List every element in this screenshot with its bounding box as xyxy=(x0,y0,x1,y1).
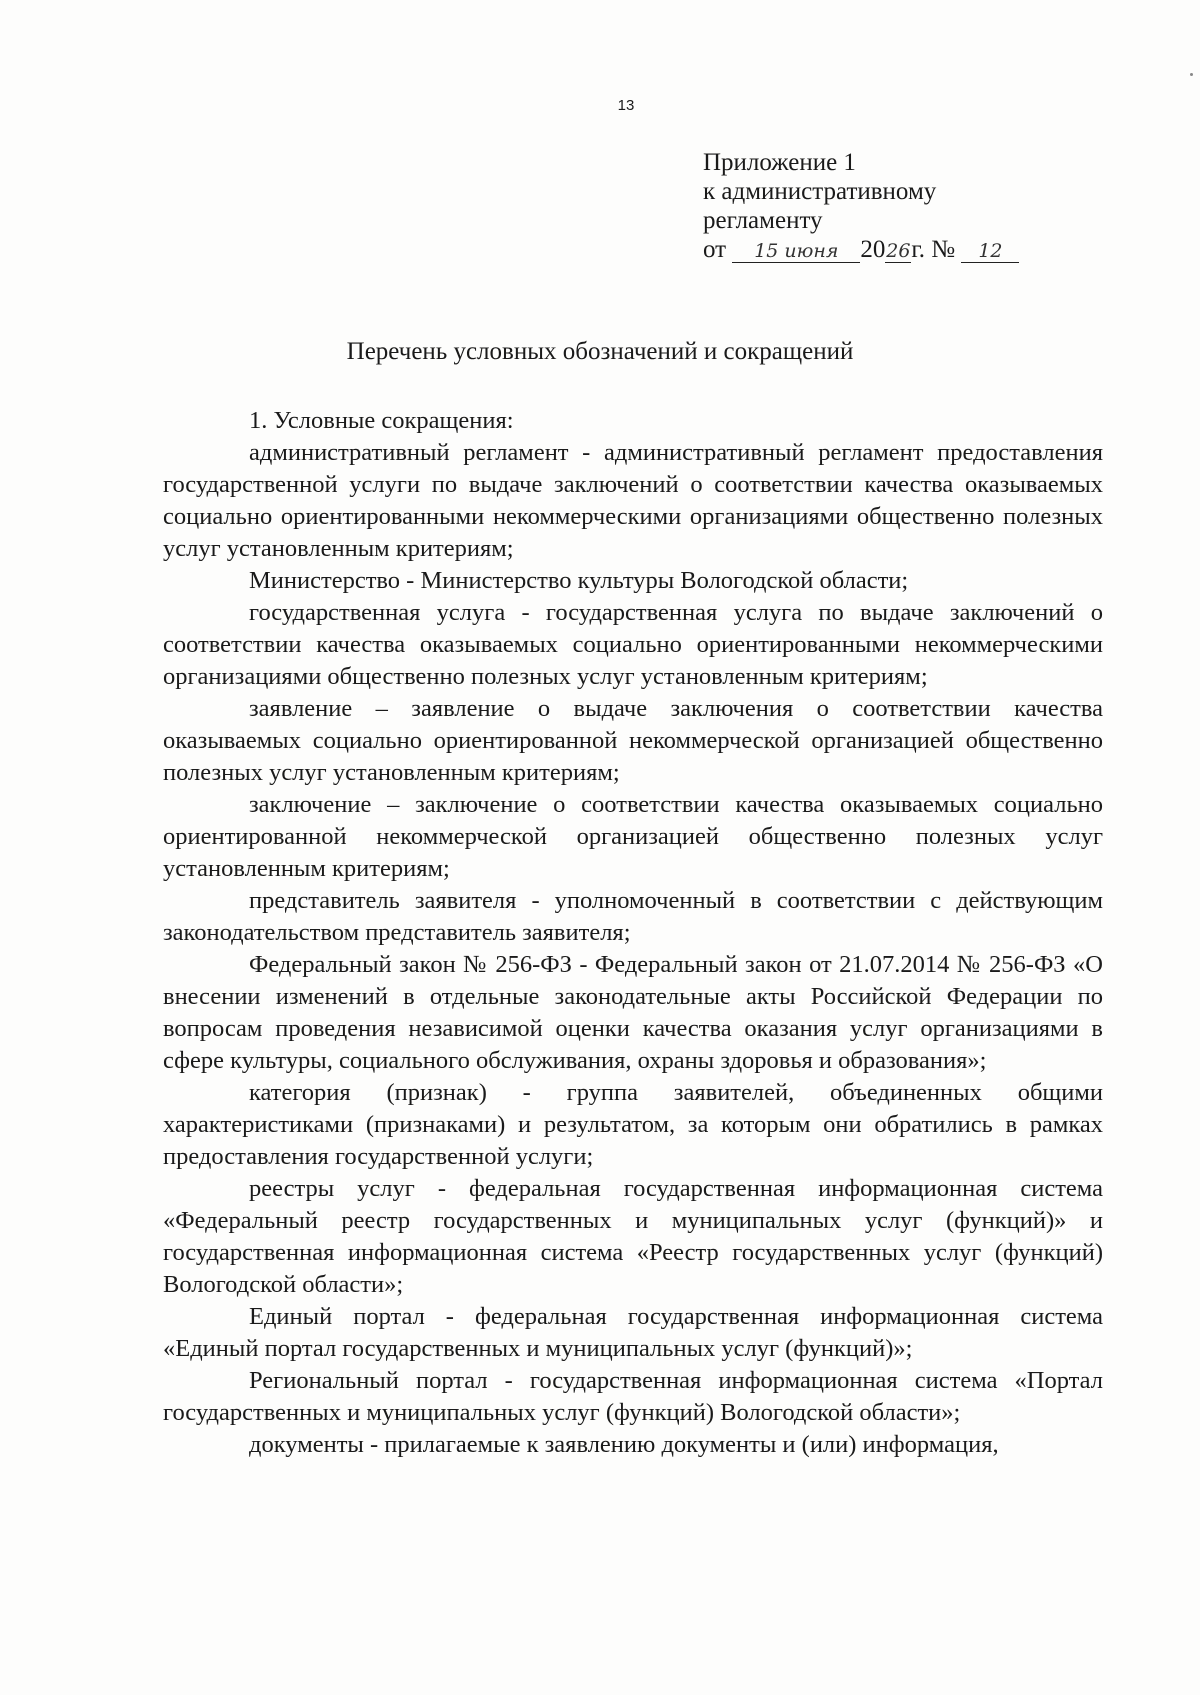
appendix-line-1: Приложение 1 xyxy=(703,149,856,176)
paragraph: Министерство - Министерство культуры Вологодской области; xyxy=(249,567,909,594)
paragraph: Единый портал - федеральная государственная информационная система «Единый портал государственных и муниципальных услуг (функций)»; xyxy=(163,1303,1103,1362)
paragraph: представитель заявителя - уполномоченный в соответствии с действующим законодательством представитель заявителя; xyxy=(163,887,1103,946)
date-prefix: от xyxy=(703,236,727,263)
appendix-header xyxy=(703,148,1143,264)
paragraph: категория (признак) - группа заявителей, объединенных общими характеристиками (признаками) и результатом, за которым они обратились в рамках предоставления государственной услуги; xyxy=(163,1079,1103,1170)
handwritten-year: 26 xyxy=(886,240,911,262)
section-heading: 1. Условные сокращения: xyxy=(249,407,514,434)
document-body xyxy=(163,405,1103,1461)
document-title: Перечень условных обозначений и сокращений xyxy=(346,338,854,365)
page-number: 13 xyxy=(617,97,635,114)
year-prefix: 20 xyxy=(860,236,886,263)
scan-speck xyxy=(1190,73,1193,76)
paragraph: административный регламент - административный регламент предоставления государственной услуги по выдаче заключений о соответствии качества оказываемых социально ориентированными некоммерческими организациями общественно полезных услуг установленным критериям; xyxy=(163,439,1103,562)
handwritten-number: 12 xyxy=(961,240,1019,263)
appendix-line-3: регламенту xyxy=(703,207,823,234)
paragraph: заключение – заключение о соответствии качества оказываемых социально ориентированной некоммерческой организацией общественно полезных услуг установленным критериям; xyxy=(163,791,1103,882)
year-suffix: г. № xyxy=(911,236,956,263)
paragraph: Федеральный закон № 256-ФЗ - Федеральный закон от 21.07.2014 № 256-ФЗ «О внесении изменений в отдельные законодательные акты Российской Федерации по вопросам проведения независимой оценки качества оказания услуг организациями в сфере культуры, социального обслуживания, охраны здоровья и образования»; xyxy=(163,951,1103,1074)
paragraph: реестры услуг - федеральная государственная информационная система «Федеральный реестр государственных и муниципальных услуг (функций)» и государственная информационная система «Реестр государственных услуг (функций) Вологодской области»; xyxy=(163,1175,1103,1298)
appendix-line-2: к административному xyxy=(703,178,937,205)
paragraph: Региональный портал - государственная информационная система «Портал государственных и муниципальных услуг (функций) Вологодской области»; xyxy=(163,1367,1103,1426)
paragraph: заявление – заявление о выдаче заключения о соответствии качества оказываемых социально ориентированной некоммерческой организацией общественно полезных услуг установленным критериям; xyxy=(163,695,1103,786)
paragraph: государственная услуга - государственная услуга по выдаче заключений о соответствии качества оказываемых социально ориентированными некоммерческими организациями общественно полезных услуг установленным критериям; xyxy=(163,599,1103,690)
handwritten-date: 15 июня xyxy=(732,240,860,263)
appendix-date-line xyxy=(703,235,1143,264)
paragraph: документы - прилагаемые к заявлению документы и (или) информация, xyxy=(249,1431,999,1458)
